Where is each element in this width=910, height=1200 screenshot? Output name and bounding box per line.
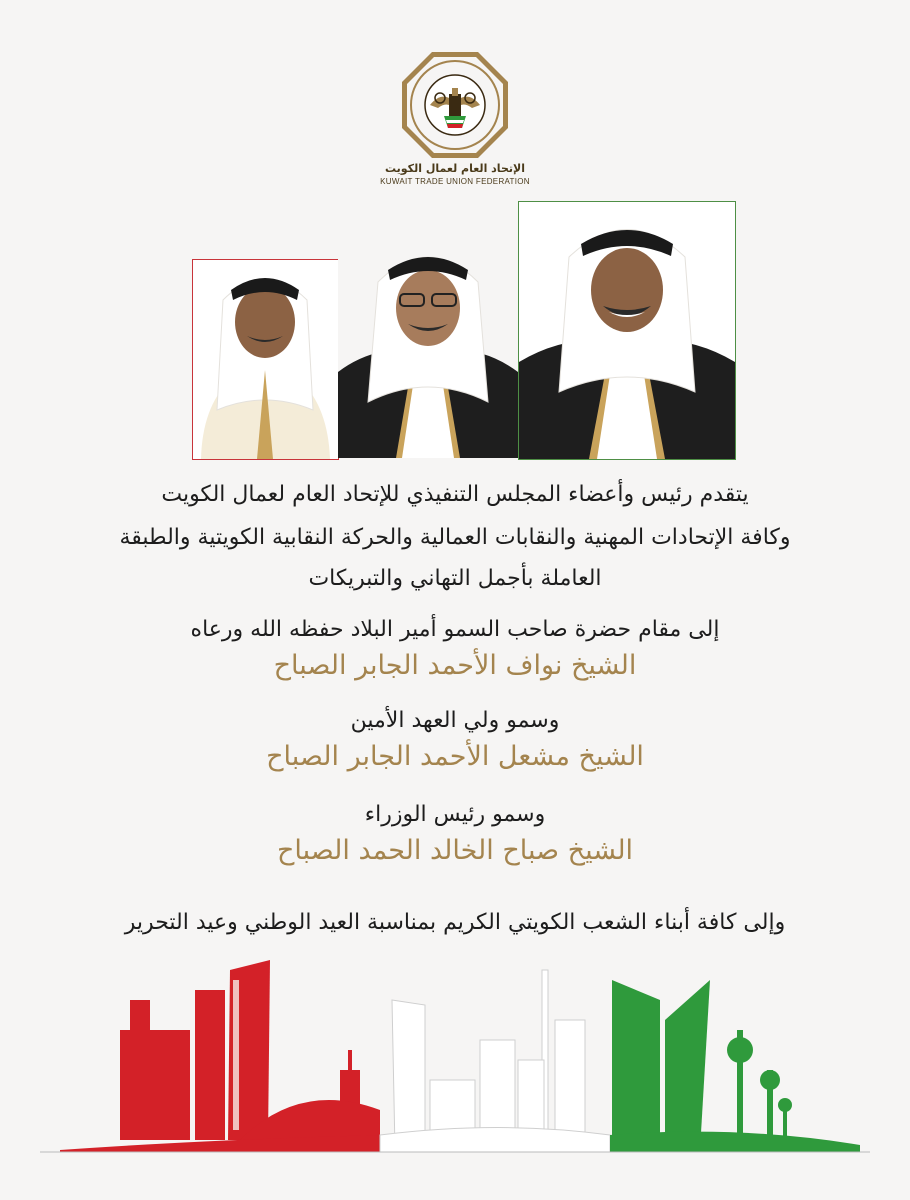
logo-name-english: KUWAIT TRADE UNION FEDERATION — [380, 177, 530, 186]
logo-name-arabic: الإتحاد العام لعمال الكويت — [385, 162, 525, 175]
message-line-3: العاملة بأجمل التهاني والتبريكات — [308, 566, 602, 591]
prime-minister-name: الشيخ صباح الخالد الحمد الصباح — [276, 835, 634, 866]
message-line-6: وسمو رئيس الوزراء — [364, 802, 546, 827]
emir-name: الشيخ نواف الأحمد الجابر الصباح — [273, 650, 637, 681]
message-line-7: وإلى كافة أبناء الشعب الكويتي الكريم بمناسبة العيد الوطني وعيد التحرير — [124, 910, 786, 935]
portrait-crown-prince-icon — [338, 232, 518, 458]
union-logo-icon — [400, 50, 510, 160]
kuwait-skyline-icon — [0, 960, 910, 1160]
message-line-1: يتقدم رئيس وأعضاء المجلس التنفيذي للإتحاد العام لعمال الكويت — [161, 482, 749, 507]
message-line-5: وسمو ولي العهد الأمين — [350, 708, 560, 733]
message-line-2: وكافة الإتحادات المهنية والنقابات العمالية والحركة النقابية الكويتية والطبقة — [119, 525, 791, 550]
portrait-prime-minister-icon — [192, 259, 339, 460]
message-line-4: إلى مقام حضرة صاحب السمو أمير البلاد حفظه الله ورعاه — [190, 617, 720, 642]
portrait-emir-icon — [518, 201, 736, 460]
crown-prince-name: الشيخ مشعل الأحمد الجابر الصباح — [266, 741, 644, 772]
